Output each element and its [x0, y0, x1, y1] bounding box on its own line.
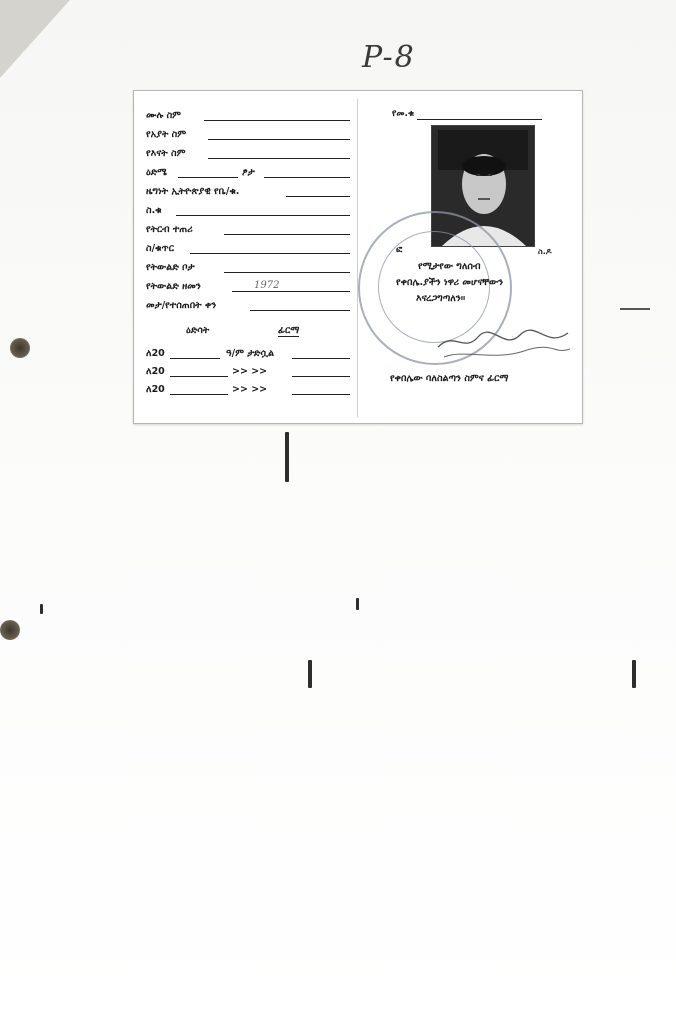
- renewal-row: [146, 379, 356, 397]
- renewal-row: [146, 361, 356, 379]
- field-label: ዜግነት ኢትዮጵያዊ የቤ/ቁ.: [146, 186, 240, 197]
- field-birth-year: [146, 276, 356, 294]
- id-card: [133, 90, 583, 424]
- photo-caption: ፎ: [396, 245, 403, 255]
- binding-mark: [308, 660, 312, 688]
- field-value: 1972: [254, 280, 280, 291]
- renewal-text: ዓ/ም ታድሷል: [226, 348, 275, 359]
- renewal-year: ለ20: [146, 366, 165, 377]
- field-nationality: [146, 181, 356, 199]
- field-age-sex: [146, 162, 356, 180]
- binding-mark: [40, 604, 43, 614]
- certification-line-1: የሚታየው ግለሰብ: [418, 261, 481, 272]
- field-grandfather-name: [146, 124, 356, 142]
- punch-hole-top: [10, 338, 30, 358]
- punch-hole-bottom: [0, 620, 20, 640]
- field-issue-date: [146, 295, 356, 313]
- field-label: የእናት ስም: [146, 148, 186, 159]
- renewal-year: ለ20: [146, 384, 165, 395]
- page-mark: P-8: [362, 40, 416, 75]
- signature-header: ፊርማ: [278, 325, 300, 336]
- registration-line: [417, 119, 542, 120]
- field-label: የትርብ ተጠሪ: [146, 224, 193, 235]
- field-label: የትውልድ ዘመን: [146, 281, 201, 292]
- binding-mark: [632, 660, 636, 688]
- renewal-text: >> >>: [232, 366, 268, 377]
- renewal-year: ለ20: [146, 348, 165, 359]
- field-label: ሙሉ ስም: [146, 110, 182, 121]
- certification-line-3: እናረጋግጣለን፡፡: [416, 293, 466, 304]
- photo-caption-right: ስ.ዶ: [538, 247, 552, 256]
- field-phone: [146, 200, 356, 218]
- registration-label: የመ.ቁ: [392, 109, 415, 119]
- binding-mark: [356, 598, 359, 610]
- margin-dash: [620, 308, 650, 310]
- folded-corner: [0, 0, 70, 78]
- renewal-text: >> >>: [232, 384, 268, 395]
- field-label: ስ.ቁ: [146, 205, 162, 216]
- field-label: የትውልድ ቦታ: [146, 262, 195, 273]
- certification-line-2: የቀበሌ.ያችን ነዋሪ መሆናቸውን: [396, 277, 504, 288]
- field-label: ስ/ቁጥር: [146, 243, 174, 254]
- binding-mark: [285, 432, 289, 482]
- card-divider: [357, 99, 358, 417]
- renewal-row: [146, 343, 356, 361]
- field-contact-number: [146, 238, 356, 256]
- field-emergency-contact: [146, 219, 356, 237]
- official-signature: [434, 323, 574, 363]
- field-mother-name: [146, 143, 356, 161]
- field-label: ዕድሜ: [146, 167, 167, 178]
- field-birthplace: [146, 257, 356, 275]
- field-label: መታ/የተሰጠበት ቀን: [146, 300, 217, 311]
- field-label: የአያት ስም: [146, 129, 187, 140]
- field-full-name: [146, 105, 356, 123]
- official-title: የቀበሌው ባለስልጣን ስምና ፊርማ: [390, 373, 509, 384]
- field-label: ፆታ: [242, 167, 255, 178]
- renewal-header: ዕድሳት: [186, 325, 210, 336]
